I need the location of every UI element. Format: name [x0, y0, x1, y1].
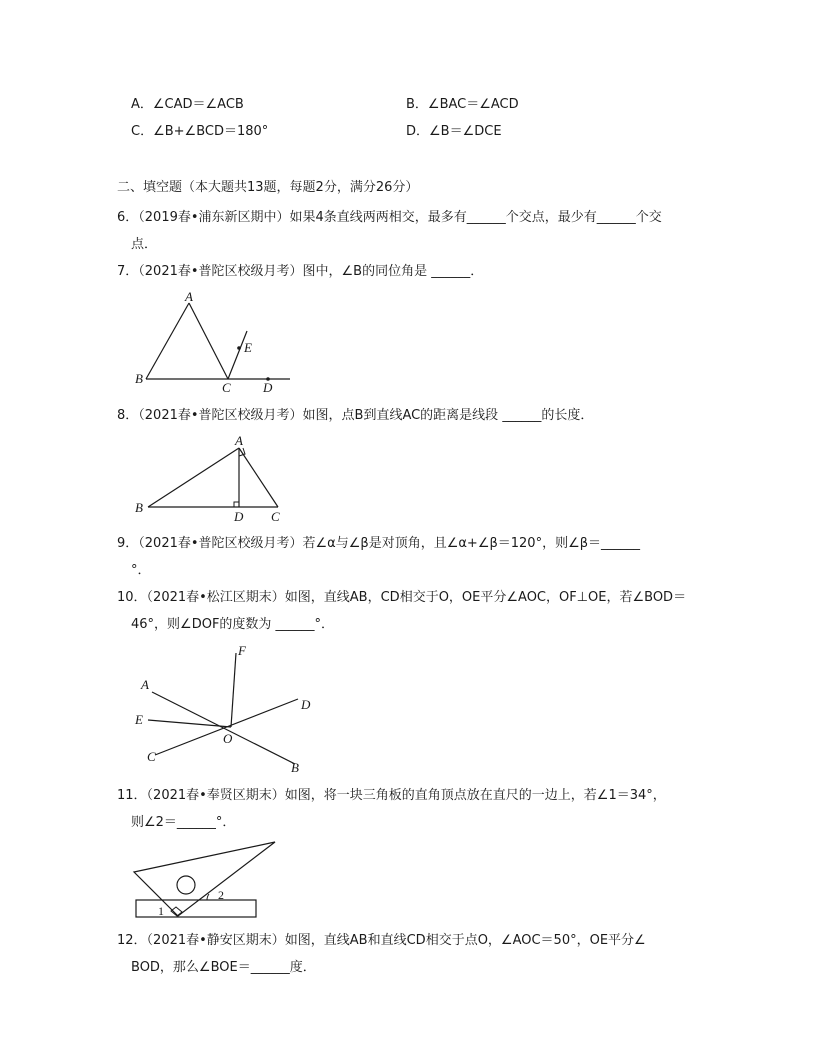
q10-label-o: O [223, 731, 233, 746]
q8-label-d: D [234, 509, 244, 524]
q11-label-angle1: 1 [158, 904, 164, 918]
q7-label-d: D [263, 380, 273, 395]
q10-label-e: E [135, 712, 143, 727]
option-c: C．∠B+∠BCD＝180° [131, 124, 269, 139]
q11-label-angle2: 2 [218, 888, 224, 902]
q8-figure [130, 433, 290, 525]
q7-label-b: B [135, 371, 143, 386]
triangle-hole [177, 876, 195, 894]
q8-line1: 8．（2021春•普陀区校级月考）如图，点B到直线AC的距离是线段 ______的长度． [117, 408, 594, 423]
q8-label-c: C [271, 509, 280, 524]
q7-line1: 7．（2021春•普陀区校级月考）图中，∠B的同位角是 ______． [117, 264, 484, 279]
q12-line1: 12．（2021春•静安区期末）如图，直线AB和直线CD相交于点O，∠AOC＝50°，OE平分∠ [117, 933, 646, 948]
q6-line1: 6．（2019春•浦东新区期中）如果4条直线两两相交，最多有______个交点，最少有______个交 [117, 210, 662, 225]
q9-line1: 9．（2021春•普陀区校级月考）若∠α与∠β是对顶角，且∠α+∠β＝120°，则∠β＝______ [117, 536, 641, 551]
q10-label-b: B [291, 760, 299, 775]
q7-label-e: E [244, 340, 252, 355]
q9-line2: °． [131, 563, 151, 578]
q10-line1: 10．（2021春•松江区期末）如图，直线AB，CD相交于O，OE平分∠AOC，OF⊥OE，若∠BOD＝ [117, 590, 687, 605]
q12-line2: BOD，那么∠BOE＝______度． [131, 960, 316, 975]
q11-line1: 11．（2021春•奉贤区期末）如图，将一块三角板的直角顶点放在直尺的一边上，若∠1＝34°， [117, 788, 666, 803]
q10-label-f: F [238, 643, 246, 658]
q10-line2: 46°，则∠DOF的度数为 ______°． [131, 617, 335, 632]
section-title: 二、填空题（本大题共13题，每题2分，满分26分） [117, 180, 419, 195]
q11-figure [130, 838, 270, 924]
option-b: B．∠BAC＝∠ACD [406, 97, 519, 112]
q7-label-a: A [185, 289, 193, 304]
q8-label-b: B [135, 500, 143, 515]
q10-label-c: C [147, 749, 156, 764]
q6-line2: 点． [131, 237, 158, 252]
q8-label-a: A [235, 433, 243, 448]
triangle-ruler [134, 842, 275, 916]
option-d: D．∠B＝∠DCE [406, 124, 502, 139]
q11-line2: 则∠2＝______°． [131, 815, 236, 830]
q7-label-c: C [222, 380, 231, 395]
q7-figure [130, 288, 300, 398]
option-a: A．∠CAD＝∠ACB [131, 97, 244, 112]
q10-label-a: A [141, 677, 149, 692]
q10-label-d: D [301, 697, 311, 712]
q10-figure [130, 640, 330, 778]
